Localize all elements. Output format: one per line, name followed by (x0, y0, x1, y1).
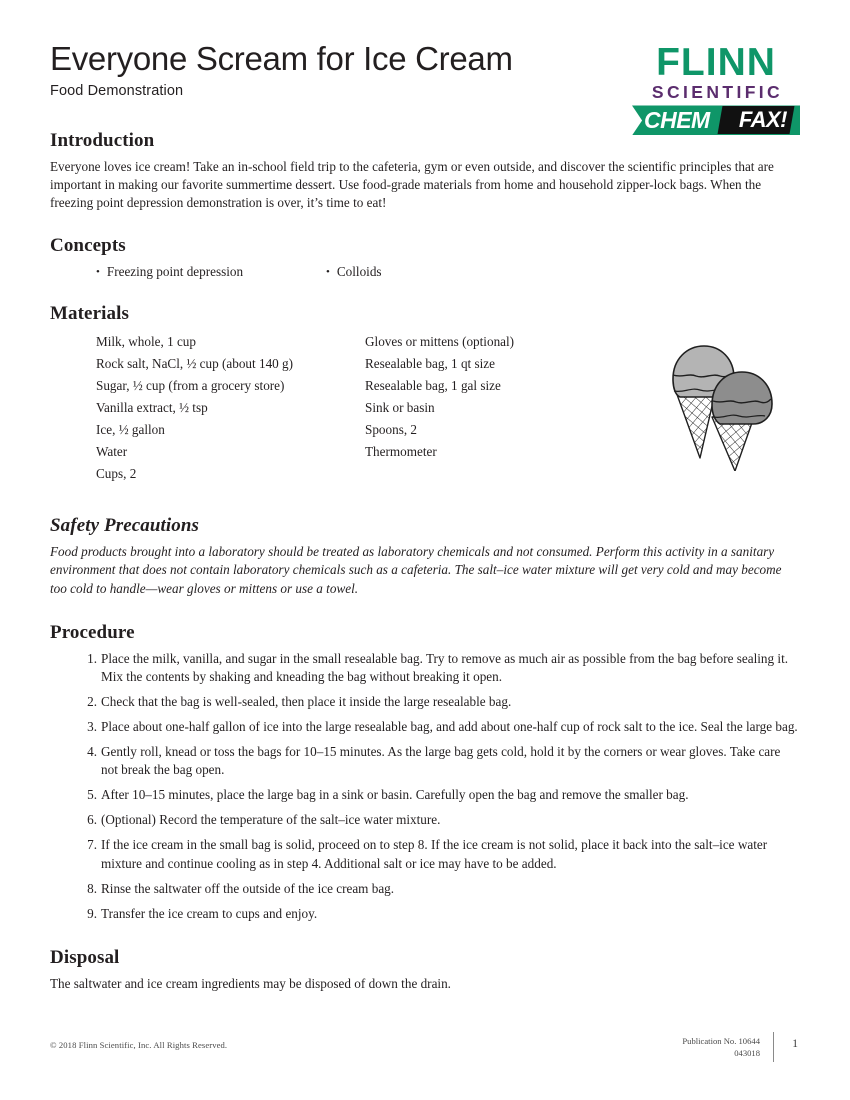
material-item: Cups, 2 (96, 465, 137, 481)
section-concepts (50, 235, 800, 281)
procedure-step: Gently roll, knead or toss the bags for 10–15 minutes. As the large bag gets cold, hold it by the corners or wear gloves. Take care not break the bag open. (101, 744, 781, 778)
heading-safety-precautions: Safety Precautions (50, 515, 200, 537)
procedure-step: After 10–15 minutes, place the large bag in a sink or basin. Carefully open the bag and remove the smaller bag. (101, 787, 689, 803)
logo-flinn-text: FLINN (656, 41, 776, 84)
page-title: Everyone Scream for Ice Cream (50, 40, 513, 77)
materials-column-right (365, 331, 665, 484)
document-footer (50, 1032, 800, 1066)
material-item: Gloves or mittens (optional) (365, 334, 515, 350)
material-item: Sink or basin (365, 399, 435, 415)
document-body (50, 130, 800, 993)
material-item: Sugar, ½ cup (from a grocery store) (96, 377, 285, 393)
bullet-icon: • (326, 265, 330, 278)
disposal-text: The saltwater and ice cream ingredients may be disposed of down the drain. (50, 975, 451, 991)
introduction-text: Everyone loves ice cream! Take an in-school field trip to the cafeteria, gym or even outside, and discover the scientific principles that are important in making our favorite summertime dessert. Use food-grade materials from home and household zipper-lock bags. When the freezing point depression demonstration is over, it’s time to eat! (50, 159, 774, 211)
section-safety-precautions (50, 515, 800, 598)
procedure-steps-list (50, 650, 800, 923)
material-item: Vanilla extract, ½ tsp (96, 399, 208, 415)
material-item: Rock salt, NaCl, ½ cup (about 140 g) (96, 356, 294, 372)
heading-materials: Materials (50, 303, 129, 325)
material-item: Spoons, 2 (365, 421, 418, 437)
material-item: Ice, ½ gallon (96, 421, 165, 437)
concept-label: Freezing point depression (106, 263, 244, 279)
section-disposal (50, 947, 800, 993)
ice-cream-cones-illustration (660, 331, 792, 471)
section-introduction (50, 130, 800, 213)
procedure-step: (Optional) Record the temperature of the salt–ice water mixture. (101, 812, 441, 828)
section-materials (50, 303, 800, 491)
heading-introduction: Introduction (50, 130, 155, 151)
logo-chem-text: CHEM (644, 107, 710, 134)
procedure-step: Rinse the saltwater off the outside of the ice cream bag. (101, 880, 395, 896)
concept-item (96, 263, 326, 281)
procedure-step: If the ice cream in the small bag is solid, proceed on to step 8. If the ice cream is not solid, place it back into the salt–ice water mixture and continue cooling as in step 4. Additional salt or ice may have to be added. (101, 837, 768, 871)
material-item: Thermometer (365, 443, 437, 459)
concept-item (326, 263, 382, 281)
procedure-step: Transfer the ice cream to cups and enjoy. (101, 905, 318, 921)
material-item: Milk, whole, 1 cup (96, 334, 196, 350)
materials-column-left (50, 331, 365, 484)
footer-publication-block (682, 1035, 760, 1060)
concepts-list (50, 263, 800, 281)
procedure-step: Check that the bag is well-sealed, then place it inside the large resealable bag. (101, 693, 512, 709)
footer-copyright: © 2018 Flinn Scientific, Inc. All Rights Reserved. (50, 1040, 228, 1050)
page-subtitle: Food Demonstration (50, 82, 184, 99)
footer-date-code: 043018 (734, 1048, 760, 1059)
section-procedure (50, 622, 800, 923)
material-item: Resealable bag, 1 gal size (365, 377, 501, 393)
concept-label: Colloids (336, 263, 382, 279)
heading-procedure: Procedure (50, 621, 135, 643)
footer-page-number: 1 (792, 1038, 798, 1050)
materials-content (50, 331, 800, 491)
heading-concepts: Concepts (50, 234, 126, 256)
logo-fax-text: FAX! (738, 107, 787, 133)
material-item: Water (96, 443, 128, 459)
footer-divider (773, 1032, 774, 1062)
procedure-step: Place about one-half gallon of ice into the large resealable bag, and add about one-half cup of rock salt to the ice. Seal the large bag. (101, 719, 798, 735)
cone-right (712, 372, 772, 471)
safety-precautions-text: Food products brought into a laboratory should be treated as laboratory chemicals and not consumed. Perform this activity in a sanitary environment that does not contain laboratory chemicals such as a cafeteria. The salt–ice water mixture will get very cold and may become too cold to handle—wear gloves or mittens or use a towel. (50, 544, 782, 596)
logo-scientific-text: SCIENTIFIC (651, 82, 784, 103)
footer-publication-number: Publication No. 10644 (682, 1036, 760, 1046)
heading-disposal: Disposal (50, 946, 120, 968)
procedure-step: Place the milk, vanilla, and sugar in the small resealable bag. Try to remove as much air as possible from the bag before sealing it. Mix the contents by shaking and kneading the bag without breaking it open. (101, 650, 789, 684)
bullet-icon: • (96, 265, 100, 278)
material-item: Resealable bag, 1 qt size (365, 356, 495, 372)
